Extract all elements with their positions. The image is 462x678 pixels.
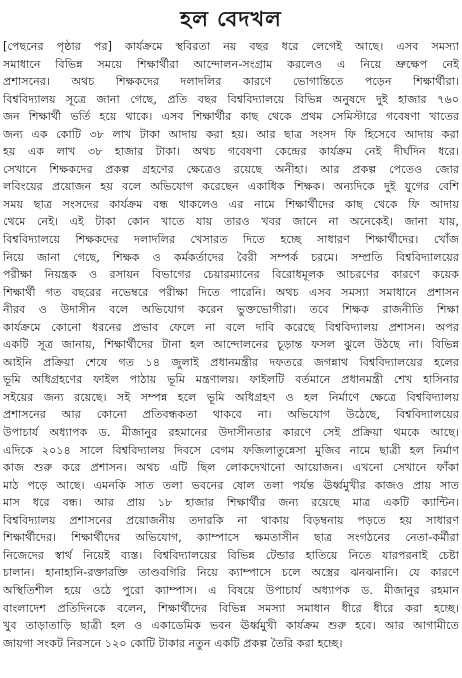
article-line: সেখানে শিক্ষকদের প্রকল্প গ্রহণের ক্ষেত্রেও রয়েছে অনীহা। আর প্রকল্প পেতেও জোর (3, 162, 459, 176)
article-line: বিশ্ববিদ্যালয়ে শিক্ষকদের দলাদলির খেসারত দিতে হচ্ছে সাধারণ শিক্ষার্থীদের। খোঁজ (3, 233, 459, 247)
article-line: হয় এক লাখ ৩৮ হাজার টাকা। অথচ গবেষণা কেন্দ্রের কার্যক্রম নেই দীর্ঘদিন ধরে। (3, 145, 459, 159)
article-line: কার্যক্রমে কোনো ধরনের প্রভাব ফেলে না বলে দাবি করেছে বিশ্ববিদ্যালয় প্রশাসন। অপর (3, 320, 459, 334)
article-line: বাংলাদেশ প্রতিদিনকে বলেন, শিক্ষার্থীদের বিভিন্ন সমস্যা সমাধান ধীরে ধীরে করা হচ্ছে। (3, 601, 459, 615)
article-line: কাজ শুরু করে প্রশাসন। অথচ এটি ছিল লোকদেখানো আয়োজন। এখনো সেখানে ফাঁকা (3, 461, 459, 475)
article-line: অস্থিতিশীল হয়ে ওঠে পুরো ক্যাম্পাস। এ বিষয়ে উপাচার্য অধ্যাপক ড. মীজানুর রহমান (3, 583, 459, 597)
article-line: জন্য এক কোটি ৩৮ লাখ টাকা আদায় করা হয়। আর ছাত্র সংসদ ফি হিসেবে আদায় করা (3, 127, 459, 141)
article-body (3, 38, 459, 652)
article-line: বিশ্ববিদ্যালয় প্রশাসনের প্রয়োজনীয় তদারকি না থাকায় বিড়ম্বনায় পড়তে হয় সাধারণ (3, 513, 459, 527)
article-line: পরীক্ষা নিয়ন্ত্রক ও রসায়ন বিভাগের চেয়ারম্যানের বিরোধমূলক আচরণের কারণে কয়েক (3, 268, 459, 282)
article-line: জন শিক্ষার্থী ভর্তি হয়ে থাকে। এসব শিক্ষার্থীর কাছ থেকে প্রথম সেমিস্টারে গবেষণা খাতের (3, 110, 459, 124)
article-line: [পেছনের পৃষ্ঠার পর] কার্যক্রমে স্থবিরতা নয় বছর ধরে লেগেই আছে। এসব সমস্যা (3, 40, 459, 53)
article-line: সমাধানে বিভিন্ন সময়ে শিক্ষার্থীরা আন্দোলন-সংগ্রাম করলেও এ নিয়ে ভ্রুক্ষেপ নেই (3, 57, 459, 71)
article-line: শিক্ষার্থী গত বছরের নভেম্বরে পরীক্ষা দিতে পারেনি। অথচ এসব সমস্যা সমাধানে প্রশাসন (3, 285, 459, 299)
article-line: মাস ধরে বন্ধ। আর প্রায় ১৮ হাজার শিক্ষার্থীর জন্য রয়েছে মাত্র একটি ক্যান্টিন। (3, 496, 459, 510)
article-line: উপাচার্য অধ্যাপক ড. মীজানুর রহমানের উদাসীনতার কারণে সেই প্রক্রিয়া থমকে আছে। (3, 426, 459, 440)
article-line: বিশ্ববিদ্যালয় সূত্রে জানা গেছে, প্রতি বছর বিশ্ববিদ্যালয়ে বিভিন্ন অনুষদে দুই হাজার ৭৬০ (3, 92, 459, 106)
article-line: একটি সূত্র জানায়, শিক্ষার্থীদের টানা হল আন্দোলনের চূড়ান্ত ফসল ঝুলে উঠছে না। বিভিন্ন (3, 338, 459, 352)
article-line: জায়গা সংকট নিরসনে ১২০ কোটি টাকার নতুন একটি প্রকল্প তৈরি করা হচ্ছে। (3, 636, 343, 650)
article-line: ভূমি অধিগ্রহণের ফাইল পাঠায় ভূমি মন্ত্রণালয়। ফাইলটি বর্তমানে প্রধানমন্ত্রী শেখ হাসিনার (3, 373, 459, 387)
article-line: চালান। হানাহানি-রক্তারক্তি তাণ্ডবগিরি নিয়ে ক্যাম্পাসে চলে অস্ত্রের ঝনঝনানি। যে কারণে (3, 566, 459, 580)
article-line: নিজেদের স্বার্থ নিয়েই ব্যস্ত। বিশ্ববিদ্যালয়ের বিভিন্ন টেন্ডার হাতিয়ে নিতে যারপরনাই চেষ্টা (3, 548, 459, 562)
article-line: শিক্ষার্থীদের। শিক্ষার্থীদের অভিযোগ, ক্যাম্পাসে ক্ষমতাসীন ছাত্র সংগঠনের নেতা-কর্মীরা (3, 531, 459, 545)
article-line: মাঠ পড়ে আছে। এমনকি সাত তলা ভবনের ষোল তলা পর্যন্ত ঊর্ধ্বমুখীর কাজও প্রায় সাত (3, 478, 459, 492)
article-line: থেমে নেই। এই টাকা কোন খাতে যায় তারও খবর জানে না অনেকেই। জানা যায়, (3, 215, 459, 229)
article-line: এদিকে ২০১৪ সালে বিশ্ববিদ্যালয় দিবসে বেগম ফজিলাতুন্নেসা মুজিব নামে ছাত্রী হল নির্মাণ (3, 443, 459, 457)
article-line: নীরব ও উদাসীন বলে অভিযোগ করেন ভুক্তভোগীরা। তবে শিক্ষক রাজনীতি শিক্ষা (3, 303, 459, 317)
article-line: প্রশাসনের। অথচ শিক্ষকদের দলাদলির কারণে ভোগান্তিতে পড়েন শিক্ষার্থীরা। (3, 75, 459, 89)
article-line: লবিংয়ের প্রয়োজন হয় বলে অভিযোগ করেছেন একাধিক শিক্ষক। অন্যদিকে দুই যুগের বেশি (3, 180, 459, 194)
article-line: প্রশাসনের আর কোনো প্রতিবন্ধকতা থাকবে না। অভিযোগ উঠেছে, বিশ্ববিদ্যালয়ের (3, 408, 459, 422)
article-line: সময় ছাত্র সংসদের কার্যক্রম বন্ধ থাকলেও এর নামে শিক্ষার্থীদের কাছ থেকে ফি আদায় (3, 197, 459, 211)
article-line: নিয়ে জানা গেছে, শিক্ষক ও কর্মকর্তাদের বৈরী সম্পর্ক চরমে। সম্প্রতি বিশ্ববিদ্যালয়ের (3, 250, 459, 264)
article-line: সইয়ের জন্য রয়েছে। সই সম্পন্ন হলে ভূমি অধিগ্রহণ ও হল নির্মাণে ক্ষেত্রে বিশ্ববিদ্যালয় (3, 390, 459, 404)
article-line: খুব তাড়াতাড়ি ছাত্রী হল ও একাডেমিক ভবন ঊর্ধ্বমুখী কার্যক্রম শুরু হবে। আর আগামীতে (3, 619, 459, 633)
headline: হল বেদখল (180, 7, 282, 31)
article-line: আইনি প্রক্রিয়া শেষে গত ১৪ জুলাই প্রধানমন্ত্রীর দফতরে জগন্নাথ বিশ্ববিদ্যালয়ের হলের (3, 355, 459, 369)
